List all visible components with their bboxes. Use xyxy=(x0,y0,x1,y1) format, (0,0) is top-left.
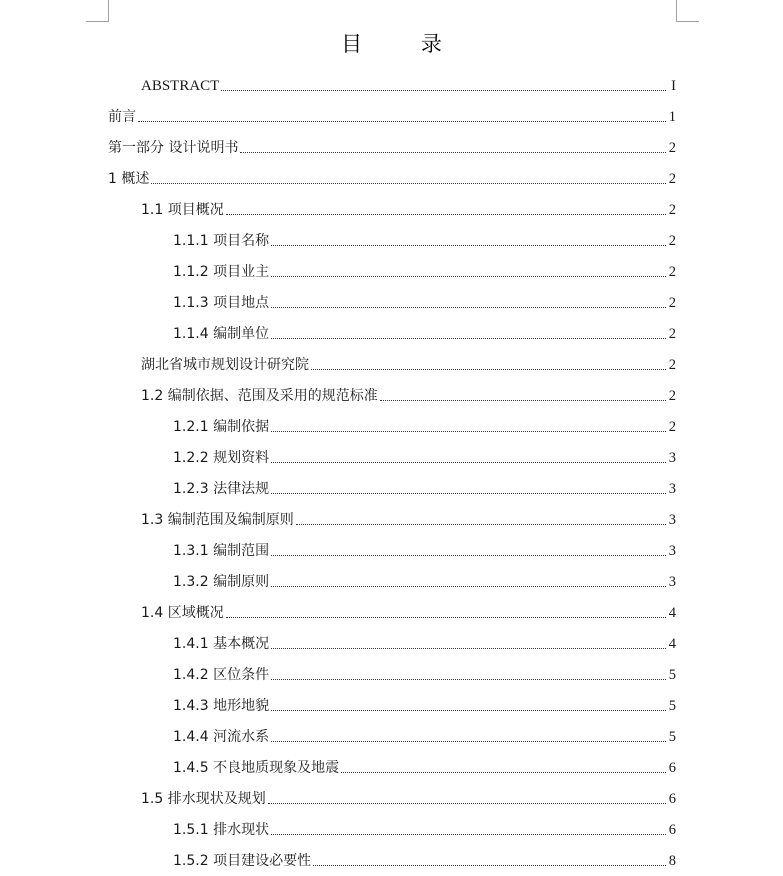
toc-entry-label: 1.4 区域概况 xyxy=(141,605,224,621)
toc-entry-label: 1.1 项目概况 xyxy=(141,202,224,218)
toc-entry-page-number: 6 xyxy=(668,822,676,838)
toc-entry-page-number: 4 xyxy=(668,636,676,652)
table-of-contents xyxy=(0,64,783,870)
dot-leader xyxy=(221,89,666,91)
crop-mark-top-left-horizontal xyxy=(86,21,109,22)
toc-entry[interactable] xyxy=(0,343,783,374)
toc-entry-page-number: I xyxy=(671,78,676,94)
toc-entry-page-number: 2 xyxy=(668,264,676,280)
toc-entry-page-number: 2 xyxy=(668,233,676,249)
toc-entry-label: 前言 xyxy=(108,109,136,125)
dot-leader xyxy=(311,368,666,370)
toc-entry-label: 1.5.1 排水现状 xyxy=(173,822,270,838)
toc-entry-page-number: 2 xyxy=(668,171,676,187)
toc-entry-page-number: 5 xyxy=(668,698,676,714)
toc-entry-label: 第一部分 设计说明书 xyxy=(108,140,239,156)
toc-entry[interactable] xyxy=(0,777,783,808)
toc-title: 目 录 xyxy=(341,32,468,56)
toc-entry[interactable] xyxy=(0,250,783,281)
toc-entry[interactable] xyxy=(0,64,783,95)
toc-entry[interactable] xyxy=(0,560,783,591)
toc-entry[interactable] xyxy=(0,126,783,157)
toc-entry-label: 1.4.1 基本概况 xyxy=(173,636,270,652)
toc-entry[interactable] xyxy=(0,188,783,219)
dot-leader xyxy=(240,151,666,153)
toc-entry-page-number: 3 xyxy=(668,512,676,528)
dot-leader xyxy=(380,399,666,401)
dot-leader xyxy=(271,244,666,246)
toc-entry[interactable] xyxy=(0,529,783,560)
toc-entry-label: 1.4.3 地形地貌 xyxy=(173,698,270,714)
toc-entry[interactable] xyxy=(0,95,783,126)
toc-entry[interactable] xyxy=(0,839,783,870)
toc-entry-label: 1.3 编制范围及编制原则 xyxy=(141,512,294,528)
dot-leader xyxy=(226,616,666,618)
dot-leader xyxy=(271,275,666,277)
dot-leader xyxy=(271,306,666,308)
toc-entry-page-number: 4 xyxy=(668,605,676,621)
toc-entry-label: 1.3.2 编制原则 xyxy=(173,574,270,590)
toc-entry-label: 1.3.1 编制范围 xyxy=(173,543,270,559)
dot-leader xyxy=(271,337,666,339)
toc-entry[interactable] xyxy=(0,498,783,529)
crop-mark-top-right-vertical xyxy=(676,0,677,22)
toc-entry-page-number: 2 xyxy=(668,202,676,218)
toc-entry[interactable] xyxy=(0,281,783,312)
toc-entry-label: 1.1.4 编制单位 xyxy=(173,326,270,342)
toc-entry[interactable] xyxy=(0,715,783,746)
toc-entry[interactable] xyxy=(0,808,783,839)
toc-entry[interactable] xyxy=(0,622,783,653)
dot-leader xyxy=(313,864,666,866)
toc-entry-label: 1 概述 xyxy=(108,171,150,187)
dot-leader xyxy=(296,523,666,525)
toc-entry-label: 1.4.5 不良地质现象及地震 xyxy=(173,760,340,776)
toc-entry[interactable] xyxy=(0,436,783,467)
toc-entry[interactable] xyxy=(0,157,783,188)
dot-leader xyxy=(271,709,666,711)
toc-entry[interactable] xyxy=(0,591,783,622)
toc-entry-label: ABSTRACT xyxy=(141,78,220,94)
toc-entry-page-number: 2 xyxy=(668,140,676,156)
toc-entry-label: 1.1.3 项目地点 xyxy=(173,295,270,311)
toc-entry-page-number: 6 xyxy=(668,760,676,776)
toc-entry[interactable] xyxy=(0,653,783,684)
toc-entry-page-number: 1 xyxy=(668,109,676,125)
toc-entry-page-number: 3 xyxy=(668,481,676,497)
toc-entry-label: 湖北省城市规划设计研究院 xyxy=(141,357,309,373)
toc-entry[interactable] xyxy=(0,467,783,498)
toc-entry-label: 1.2.1 编制依据 xyxy=(173,419,270,435)
toc-entry-page-number: 5 xyxy=(668,729,676,745)
toc-entry[interactable] xyxy=(0,374,783,405)
toc-entry-label: 1.4.2 区位条件 xyxy=(173,667,270,683)
toc-entry-page-number: 3 xyxy=(668,450,676,466)
toc-entry[interactable] xyxy=(0,684,783,715)
dot-leader xyxy=(271,647,666,649)
toc-entry-label: 1.4.4 河流水系 xyxy=(173,729,270,745)
toc-entry[interactable] xyxy=(0,312,783,343)
toc-entry-page-number: 3 xyxy=(668,574,676,590)
toc-entry-page-number: 2 xyxy=(668,388,676,404)
dot-leader xyxy=(151,182,666,184)
toc-entry-page-number: 2 xyxy=(668,357,676,373)
toc-entry[interactable] xyxy=(0,746,783,777)
crop-mark-top-left-vertical xyxy=(108,0,109,22)
toc-entry[interactable] xyxy=(0,219,783,250)
toc-entry-label: 1.5 排水现状及规划 xyxy=(141,791,266,807)
dot-leader xyxy=(271,740,666,742)
toc-entry-page-number: 2 xyxy=(668,419,676,435)
dot-leader xyxy=(271,678,666,680)
dot-leader xyxy=(271,833,666,835)
toc-entry-label: 1.1.2 项目业主 xyxy=(173,264,270,280)
toc-entry-label: 1.2 编制依据、范围及采用的规范标准 xyxy=(141,388,378,404)
toc-entry-label: 1.1.1 项目名称 xyxy=(173,233,270,249)
dot-leader xyxy=(271,461,666,463)
toc-entry-page-number: 3 xyxy=(668,543,676,559)
dot-leader xyxy=(271,554,666,556)
crop-mark-top-right-horizontal xyxy=(676,21,699,22)
toc-entry-page-number: 5 xyxy=(668,667,676,683)
dot-leader xyxy=(271,430,666,432)
toc-entry-page-number: 6 xyxy=(668,791,676,807)
toc-entry[interactable] xyxy=(0,405,783,436)
dot-leader xyxy=(341,771,666,773)
dot-leader xyxy=(271,492,666,494)
toc-entry-label: 1.5.2 项目建设必要性 xyxy=(173,853,312,869)
dot-leader xyxy=(268,802,666,804)
toc-entry-label: 1.2.2 规划资料 xyxy=(173,450,270,466)
toc-entry-page-number: 2 xyxy=(668,295,676,311)
dot-leader xyxy=(226,213,666,215)
toc-entry-page-number: 8 xyxy=(668,853,676,869)
dot-leader xyxy=(138,120,666,122)
toc-entry-label: 1.2.3 法律法规 xyxy=(173,481,270,497)
dot-leader xyxy=(271,585,666,587)
toc-entry-page-number: 2 xyxy=(668,326,676,342)
